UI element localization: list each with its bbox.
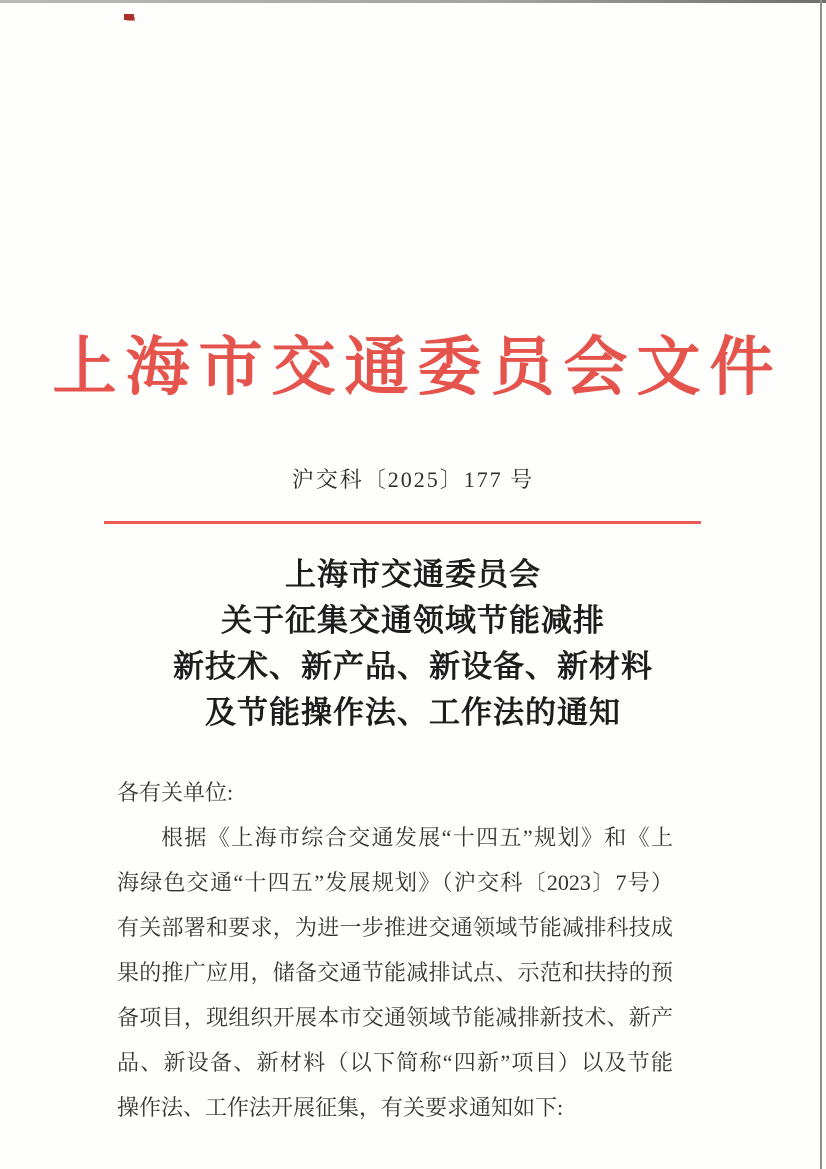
- red-separator-rule: [104, 521, 701, 524]
- scan-edge-top: [0, 0, 826, 3]
- body-paragraph-line-4: 果的推广应用，储备交通节能减排试点、示范和扶持的预: [117, 960, 673, 985]
- body-paragraph-line-2: 海绿色交通“十四五”发展规划》（沪交科〔2023〕7号）: [117, 870, 673, 895]
- notice-title-line-1: 上海市交通委员会: [285, 557, 541, 592]
- document-number: 沪交科〔2025〕177 号: [291, 467, 535, 492]
- red-ink-speck: [124, 14, 134, 20]
- body-paragraph-line-5: 备项目，现组织开展本市交通领域节能减排新技术、新产: [117, 1005, 673, 1030]
- notice-title: [0, 552, 826, 736]
- notice-body: [117, 770, 673, 1130]
- salutation: 各有关单位:: [117, 780, 234, 805]
- notice-title-line-2: 关于征集交通领域节能减排: [221, 603, 605, 638]
- body-paragraph-line-3: 有关部署和要求，为进一步推进交通领域节能减排科技成: [117, 915, 673, 940]
- body-paragraph-line-6: 品、新设备、新材料（以下简称“四新”项目）以及节能: [117, 1050, 673, 1075]
- letterhead-title: 上海市交通委员会文件: [52, 332, 783, 403]
- body-paragraph-line-7: 操作法、工作法开展征集，有关要求通知如下:: [117, 1095, 564, 1120]
- notice-title-line-4: 及节能操作法、工作法的通知: [205, 695, 621, 730]
- body-paragraph-line-1: 根据《上海市综合交通发展“十四五”规划》和《上: [161, 825, 673, 850]
- notice-title-line-3: 新技术、新产品、新设备、新材料: [173, 649, 653, 684]
